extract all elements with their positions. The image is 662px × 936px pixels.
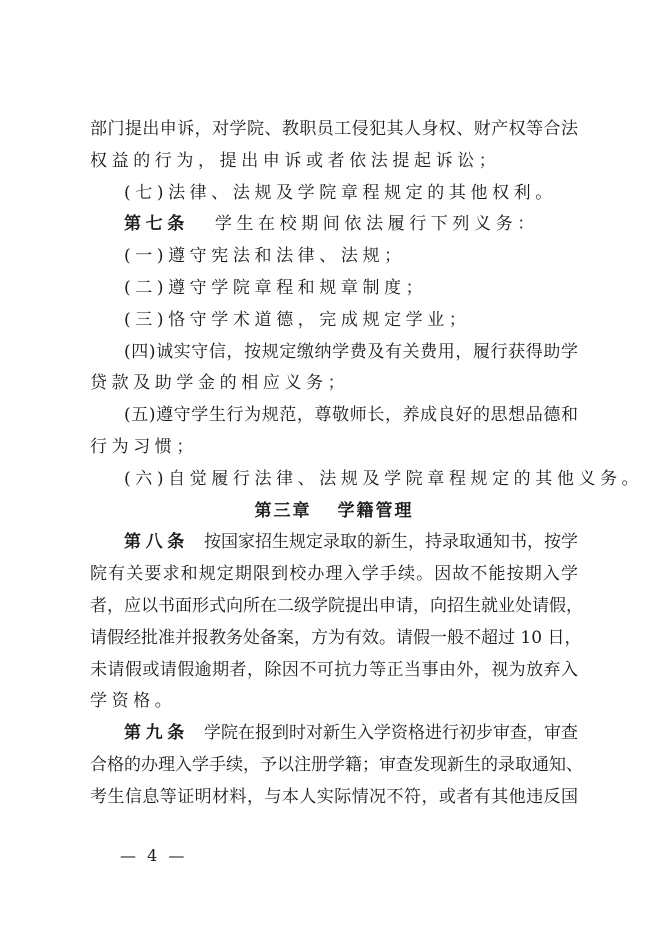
text-line: 未请假或请假逾期者，除因不可抗力等正当事由外，视为放弃入 [90,659,578,680]
article-label: 第八条 [124,532,189,553]
text-line: 权益的行为，提出申诉或者依法提起诉讼； [90,150,501,171]
text-line: (二)遵守学院章程和规章制度； [124,277,428,298]
chapter-number: 第三章 [254,500,312,521]
text-line: 学生在校期间依法履行下列义务： [214,214,539,235]
text-line: (六)自觉履行法律、法规及学院章程规定的其他义务。 [124,468,644,489]
text-line: 者，应以书面形式向所在二级学院提出申请，向招生就业处请假， [90,595,583,616]
text-line: (七)法律、法规及学院章程规定的其他权利。 [124,182,557,203]
text-line: 贷款及助学金的相应义务； [90,373,350,394]
page-number: — 4 — [120,846,188,865]
text-line: (一)遵守宪法和法律、法规； [124,246,406,267]
article-8 [90,527,578,559]
text-line: 请假经批准并报教务处备案，方为有效。请假一般不超过 10 日， [90,627,582,648]
text-line: 按国家招生规定录取的新生，持录取通知书，按学 [204,532,578,553]
document-body [90,114,644,814]
article-9 [90,718,578,750]
text-line: 合格的办理入学手续，予以注册学籍；审查发现新生的录取通知、 [90,754,583,775]
text-line: 考生信息等证明材料，与本人实际情况不符，或者有其他违反国 [90,786,578,807]
text-line: (三)恪守学术道德，完成规定学业； [124,309,471,330]
text-line: 院有关要求和规定期限到校办理入学手续。因故不能按期入学 [90,564,578,585]
text-line: (五)遵守学生行为规范，尊敬师长，养成良好的思想品德和 [124,405,578,426]
text-line: (四)诚实守信，按规定缴纳学费及有关费用，履行获得助学 [124,341,578,362]
chapter-heading [90,496,578,528]
article-label: 第七条 [124,214,189,235]
text-line: 部门提出申诉，对学院、教职员工侵犯其人身权、财产权等合法 [90,119,578,139]
article-7 [90,209,578,241]
text-line: 学资格。 [90,691,177,712]
chapter-title: 学籍管理 [337,500,414,521]
text-line: 行为习惯； [90,436,198,457]
text-line: 学院在报到时对新生入学资格进行初步审查，审查 [204,723,578,744]
article-label: 第九条 [124,723,189,744]
